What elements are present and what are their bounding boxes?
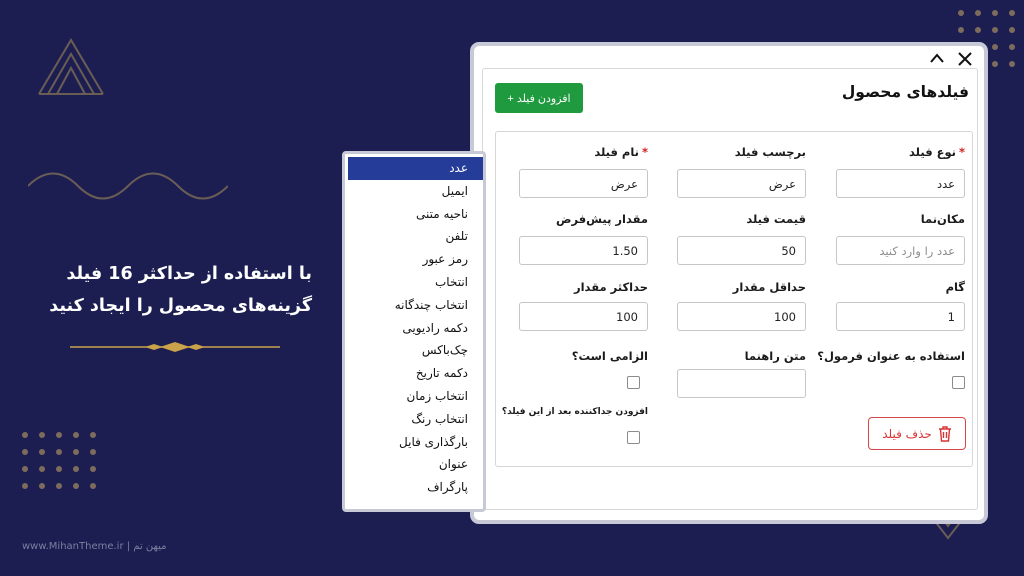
required-mark: * [958,145,965,159]
option-password[interactable]: رمز عبور [422,252,468,267]
headline-line-1: با استفاده از حداکثر 16 فیلد [66,264,312,284]
decorative-wave [28,166,228,206]
step-label: گام [945,280,965,294]
default-value-input[interactable]: 1.50 [519,236,648,265]
option-number[interactable]: عدد [348,157,483,180]
delete-field-label: حذف فیلد [882,426,932,441]
field-type-select[interactable]: عدد [836,169,965,198]
footer-brand: www.MihanTheme.ir | میهن تم [22,541,167,552]
option-select[interactable]: انتخاب [435,274,468,289]
option-date[interactable]: دکمه تاریخ [415,366,468,381]
help-text-label: متن راهنما [744,349,806,363]
use-as-formula-label: استفاده به عنوان فرمول؟ [817,349,965,363]
option-file-upload[interactable]: بارگذاری فایل [399,434,468,449]
page-title: فیلدهای محصول [841,83,969,101]
option-heading[interactable]: عنوان [438,457,468,472]
add-separator-label: افزودن جداکننده بعد از این فیلد؟ [501,407,648,417]
field-label-label: برچسب فیلد [734,145,806,159]
max-value-input[interactable]: 100 [519,302,648,331]
decorative-dots [22,432,96,489]
option-color[interactable]: انتخاب رنگ [411,411,468,426]
option-phone[interactable]: تلفن [445,229,468,244]
close-icon[interactable] [956,50,974,68]
min-value-input[interactable]: 100 [677,302,806,331]
field-name-input[interactable]: عرض [519,169,648,198]
option-textarea[interactable]: ناحیه متنی [416,206,468,221]
trash-icon [938,426,952,442]
option-radio[interactable]: دکمه رادیویی [402,320,468,335]
headline [12,258,312,322]
help-text-input[interactable] [677,369,806,398]
delete-field-button[interactable] [868,417,966,450]
add-separator-checkbox[interactable] [627,431,640,444]
required-mark: * [641,145,648,159]
placeholder-label: مکان‌نما [920,212,965,226]
option-time[interactable]: انتخاب زمان [406,388,468,403]
option-email[interactable]: ایمیل [441,183,468,198]
step-input[interactable]: 1 [836,302,965,331]
placeholder-input[interactable]: عدد را وارد کنید [836,236,965,265]
chevron-up-icon[interactable] [928,50,946,68]
price-label: قیمت فیلد [746,212,806,226]
option-multi-select[interactable]: انتخاب چندگانه [394,297,468,312]
default-value-label: مقدار پیش‌فرض [555,212,648,226]
field-form [495,131,973,467]
headline-line-2: گزینه‌های محصول را ایجاد کنید [49,296,312,316]
product-fields-window [470,42,988,524]
field-type-label: *نوع فیلد [909,145,965,159]
field-label-input[interactable]: عرض [677,169,806,198]
max-value-label: حداکثر مقدار [573,280,648,294]
add-field-button[interactable]: افزودن فیلد + [495,83,583,113]
decorative-triangles [36,34,106,98]
window-content [482,68,978,510]
field-type-dropdown[interactable] [342,151,486,512]
min-value-label: حداقل مقدار [732,280,806,294]
field-type-options [348,157,483,499]
price-input[interactable]: 50 [677,236,806,265]
use-as-formula-checkbox[interactable] [952,376,965,389]
is-required-checkbox[interactable] [627,376,640,389]
option-checkbox[interactable]: چک‌باکس [421,343,468,358]
option-paragraph[interactable]: پارگراف [427,480,468,495]
is-required-label: الزامی است؟ [571,349,648,363]
ornament-divider [70,342,280,352]
field-name-label: *نام فیلد [594,145,648,159]
